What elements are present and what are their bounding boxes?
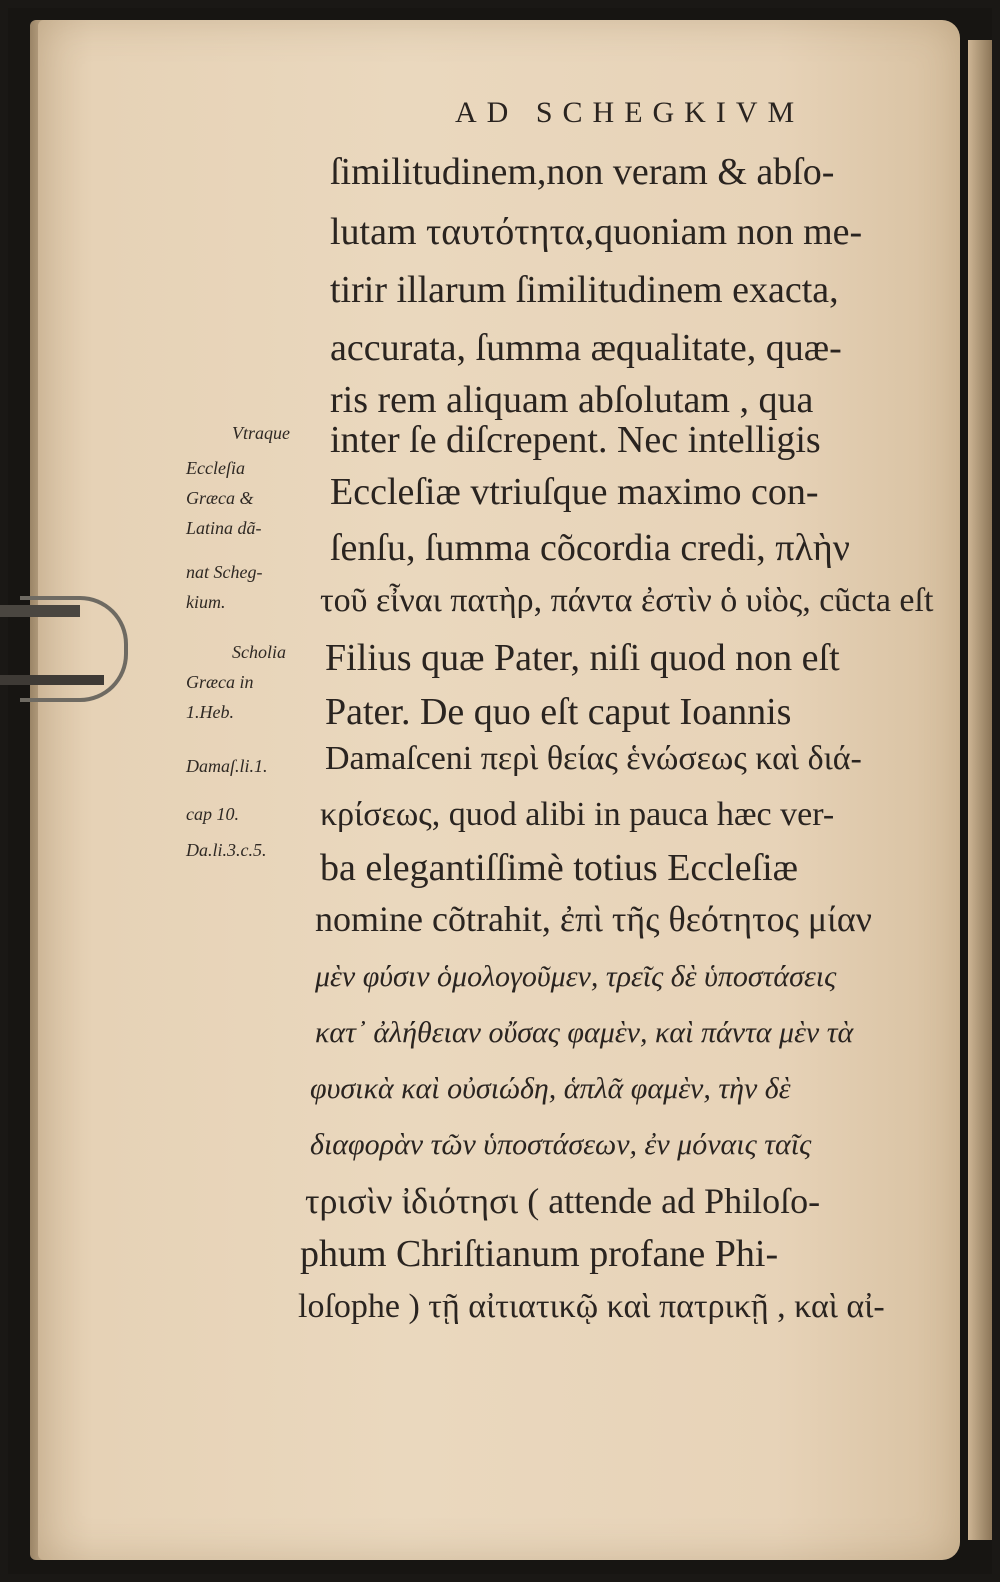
marginal-note: Da.li.3.c.5. <box>186 840 267 860</box>
marginal-note: Vtraque <box>232 423 290 443</box>
marginal-note: Eccleſia <box>186 458 245 478</box>
text-line: inter ſe diſcrepent. Nec intelligis <box>330 419 821 461</box>
marginal-note: Græca in <box>186 672 254 692</box>
clip-bar <box>0 675 104 685</box>
text-line: accurata, ſumma æqualitate, quæ- <box>330 327 842 369</box>
facing-page-edge <box>968 40 992 1540</box>
text-line: Pater. De quo eſt caput Ioannis <box>325 691 792 733</box>
marginal-note: 1.Heb. <box>186 702 234 722</box>
text-line: ris rem aliquam abſolutam , qua <box>330 379 814 421</box>
marginal-note: cap 10. <box>186 804 239 824</box>
text-line: loſophe ) τῇ αἰτιατικῷ καὶ πατρικῇ , καὶ αἰ- <box>298 1288 885 1325</box>
text-line: Damaſceni περὶ θείας ἑνώσεως καὶ διά- <box>325 740 862 777</box>
page-clip <box>20 596 128 702</box>
greek-line: κατ᾽ ἀλήθειαν οὔσας φαμὲν, καὶ πάντα μὲν τὰ <box>315 1016 854 1049</box>
text-line: ba elegantiſſimè totius Eccleſiæ <box>320 847 799 889</box>
greek-line: διαφορὰν τῶν ὑποστάσεων, ἐν μόναις ταῖς <box>310 1128 812 1161</box>
text-line: ſenſu, ſumma cõcordia credi, πλὴν <box>330 527 850 569</box>
text-line: lutam ταυτότητα,quoniam non me- <box>330 211 863 253</box>
text-line: τοῦ εἶναι πατὴρ, πάντα ἐστὶν ὁ υἱὸς, cũcta eſt <box>320 582 934 619</box>
text-line: tirir illarum ſimilitudinem exacta, <box>330 269 839 311</box>
marginal-note: nat Scheg- <box>186 562 263 582</box>
text-line: κρίσεως, quod alibi in pauca hæc ver- <box>320 796 835 833</box>
marginal-note: Græca & <box>186 488 254 508</box>
marginal-note: kium. <box>186 592 226 612</box>
text-line: phum Chriſtianum profane Phi- <box>300 1233 779 1275</box>
running-head: AD SCHEGKIVM <box>455 96 805 129</box>
text-line: Eccleſiæ vtriuſque maximo con- <box>330 471 819 513</box>
greek-line: μὲν φύσιν ὁμολογοῦμεν, τρεῖς δὲ ὑποστάσεις <box>315 960 837 993</box>
marginal-note: Latina dã- <box>186 518 262 538</box>
text-line: ſimilitudinem,non veram & abſo- <box>330 151 835 193</box>
marginal-note: Damaſ.li.1. <box>186 756 268 776</box>
text-line: τρισὶν ἰδιότησι ( attende ad Philoſo- <box>305 1181 821 1221</box>
marginal-note: Scholia <box>232 642 286 662</box>
text-line: nomine cõtrahit, ἐπὶ τῆς θεότητος μίαν <box>315 899 872 939</box>
greek-line: φυσικὰ καὶ οὐσιώδη, ἁπλᾶ φαμὲν, τὴν δὲ <box>310 1072 791 1105</box>
text-line: Filius quæ Pater, niſi quod non eſt <box>325 637 840 679</box>
